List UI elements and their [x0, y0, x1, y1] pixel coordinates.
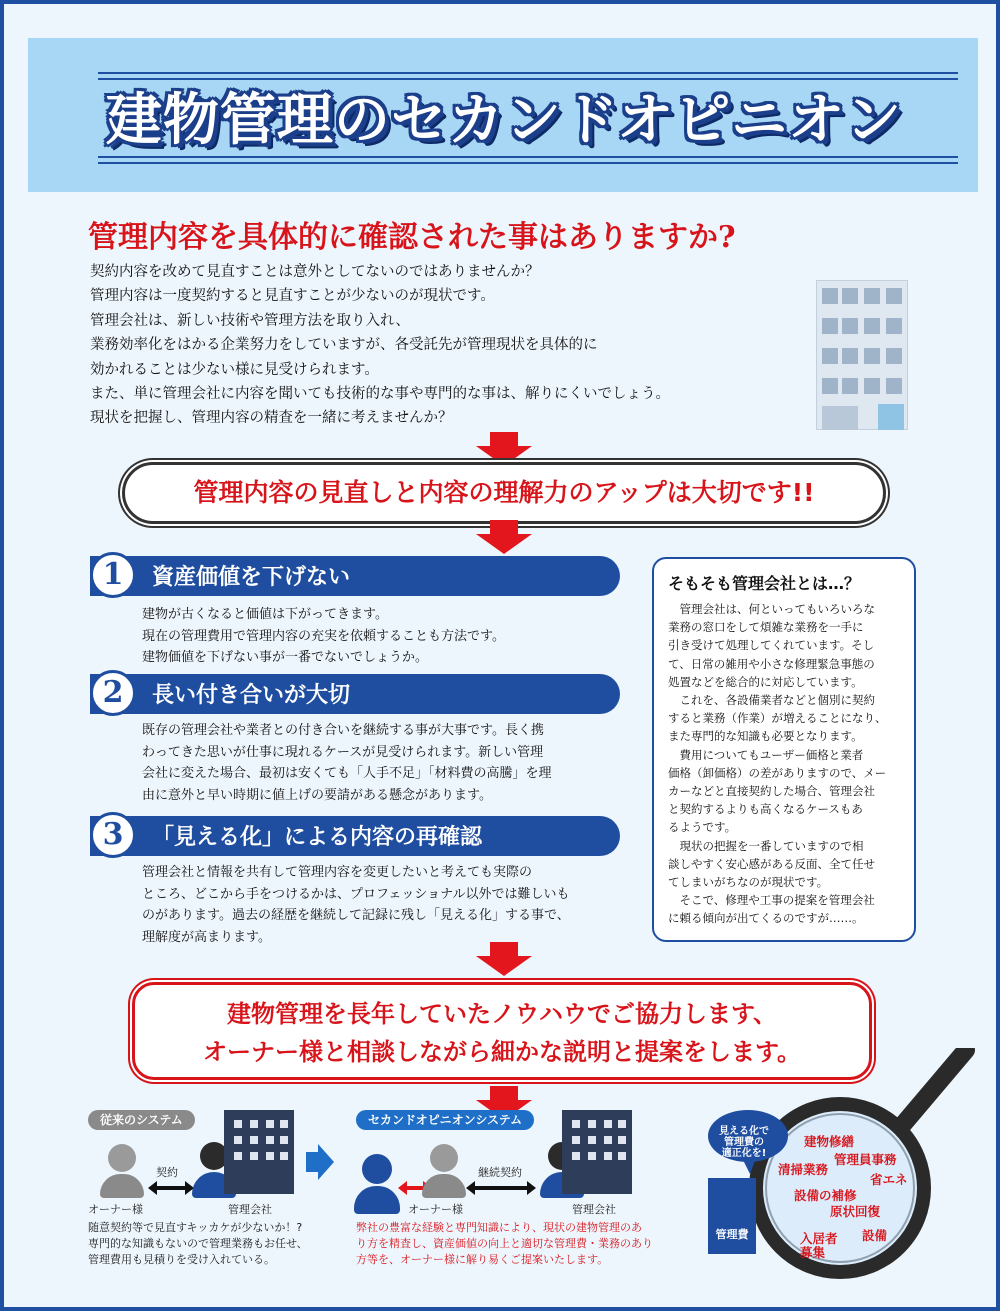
- intro-line: 契約内容を改めて見直すことは意外としてないのではありませんか？: [90, 264, 540, 280]
- company-label: 管理会社: [228, 1203, 272, 1216]
- lens-word: 原状回復: [830, 1204, 881, 1219]
- banner-line: [98, 162, 958, 164]
- lens-word: 建物修繕: [804, 1134, 855, 1149]
- point-line: 建物価値を下げない事が一番でないでしょうか。: [142, 650, 429, 665]
- bubble-line: 管理費の: [724, 1137, 764, 1148]
- lens-word: 省エネ: [870, 1172, 908, 1187]
- sidebar-line: また専門的な知識も必要となります。: [668, 729, 863, 744]
- contract-label: 継続契約: [478, 1166, 522, 1179]
- point-line: 管理会社と情報を共有して管理内容を変更したいと考えても実際の: [142, 865, 533, 880]
- sidebar-line: カーなどと直接契約した場合、管理会社: [668, 784, 875, 799]
- note-line: り方を精査し、資産価値の向上と適切な管理費・業務のあり: [356, 1237, 653, 1250]
- point-3-body: [142, 862, 642, 948]
- point-title: 「見える化」による内容の再確認: [152, 824, 483, 850]
- question-heading: 管理内容を具体的に確認された事はありますか?: [88, 220, 736, 255]
- offer-line: オーナー様と相談しながら細かな説明と提案をします。: [202, 1038, 802, 1066]
- banner-line: [98, 156, 958, 158]
- contract-arrow-icon: [474, 1186, 528, 1190]
- note-line: 随意契約等で見直すキッカケが少ないか！?: [88, 1221, 303, 1234]
- point-1-header: [90, 556, 620, 596]
- intro-line: 現状を把握し、管理内容の精査を一緒に考えませんか？: [90, 410, 453, 427]
- new-system-notes: [356, 1220, 653, 1268]
- owner-body-icon: [422, 1174, 466, 1198]
- contract-label: 契約: [156, 1166, 178, 1179]
- point-line: 建物が古くなると価値は下がってきます。: [142, 607, 388, 622]
- point-title: 資産価値を下げない: [152, 564, 351, 590]
- point-line: 会社に変えた場合、最初は安くても「人手不足」「材料費の高騰」を理: [142, 766, 552, 781]
- lens-word: 入居者募集: [800, 1231, 838, 1260]
- sidebar-line: すると業務（作業）が増えることになり、: [668, 711, 887, 726]
- down-arrow-icon: [476, 956, 532, 976]
- owner-label: オーナー様: [88, 1203, 143, 1216]
- sidebar-line: 処置などを総合的に対応しています。: [668, 674, 863, 689]
- key-message-callout: 管理内容の見直しと内容の理解力のアップは大切です!!: [122, 462, 886, 524]
- point-line: わってきた思いが仕事に現れるケースが見受けられます。新しい管理: [142, 744, 544, 760]
- owner-icon: [108, 1144, 136, 1172]
- intro-line: 業務効率化をはかる企業努力をしていますが、各受託先が管理現状を具体的に: [90, 337, 598, 354]
- sidebar-line: 管理会社は、何といってもいろいろな: [668, 602, 875, 616]
- point-number: 1: [90, 552, 136, 598]
- bubble-line: 見える化で: [719, 1126, 769, 1137]
- banner-line: [98, 72, 958, 74]
- note-line: 方等を、オーナー様に解り易くご提案いたします。: [356, 1253, 609, 1266]
- old-system-notes: [88, 1220, 308, 1268]
- point-number: 3: [90, 812, 136, 858]
- building-icon: [816, 280, 908, 430]
- owner-body-icon: [100, 1174, 144, 1198]
- advice-arrow-icon: [406, 1186, 424, 1190]
- management-fee-box: 管理費: [715, 1228, 749, 1241]
- sidebar-line: これを、各設備業者などと個別に契約: [668, 693, 875, 708]
- company-label: 管理会社: [572, 1203, 616, 1216]
- contract-arrow-icon: [156, 1186, 186, 1190]
- sidebar-line: 談しやすく安心感がある反面、全て任せ: [668, 856, 875, 871]
- office-building-icon: [562, 1110, 632, 1194]
- point-line: 理解度が高まります。: [142, 929, 271, 945]
- point-3-header: [90, 816, 620, 856]
- note-line: 弊社の豊富な経験と専門知識により、現状の建物管理のあ: [356, 1221, 642, 1234]
- sidebar-title: そもそも管理会社とは…？: [668, 574, 861, 593]
- sidebar-line: 価格（卸価格）の差がありますので、メー: [668, 765, 887, 780]
- lens-word: 設備の補修: [794, 1188, 857, 1203]
- old-system-label: 従来のシステム: [88, 1110, 195, 1130]
- owner-icon: [430, 1144, 458, 1172]
- owner-label: オーナー様: [408, 1203, 463, 1216]
- point-line: ところ、どこから手をつけるかは、プロフェッショナル以外では難しいも: [142, 886, 570, 902]
- page-title: 建物管理のセカンドオピニオン: [105, 88, 903, 153]
- point-2-body: [142, 720, 642, 806]
- sidebar-line: に頼る傾向が出てくるのですが……。: [668, 911, 864, 926]
- point-line: のがあります。過去の経歴を継続して記録に残し「見える化」する事で、: [142, 908, 570, 923]
- bubble-line: 適正化を!: [721, 1148, 767, 1159]
- note-line: 管理費用も見積りを受け入れている。: [88, 1253, 275, 1266]
- point-1-body: [142, 604, 642, 669]
- intro-line: また、単に管理会社に内容を聞いても技術的な事や専門的な事は、解りにくいでしょう。: [90, 386, 670, 403]
- right-arrow-icon: [306, 1144, 334, 1180]
- lens-word: 設備: [862, 1228, 888, 1243]
- sidebar-line: 現状の把握を一番していますので相: [668, 838, 864, 853]
- consultant-icon: [362, 1154, 392, 1184]
- sidebar-line: 費用についてもユーザー価格と業者: [668, 747, 864, 762]
- down-arrow-icon: [476, 534, 532, 554]
- sidebar-line: るようです。: [668, 820, 737, 835]
- consultant-body-icon: [354, 1186, 400, 1214]
- sidebar-line: そこで、修理や工事の提案を管理会社: [668, 893, 875, 908]
- sidebar-line: て、日常の雑用や小さな修理緊急事態の: [668, 656, 875, 671]
- point-number: 2: [90, 670, 136, 716]
- office-building-icon: [224, 1110, 294, 1194]
- intro-line: 管理内容は一度契約すると見直すことが少ないのが現状です。: [90, 288, 495, 305]
- lens-word: 清掃業務: [778, 1162, 829, 1177]
- note-line: 専門的な知識もないので管理業務もお任せ、: [88, 1237, 308, 1250]
- point-title: 長い付き合いが大切: [152, 682, 351, 708]
- offer-line: 建物管理を長年していたノウハウでご協力します、: [226, 1000, 778, 1028]
- visualize-bubble: [708, 1126, 780, 1159]
- lens-word: 管理員事務: [834, 1152, 897, 1167]
- sidebar-line: てしまいがちなのが現状です。: [668, 875, 829, 890]
- management-company-sidebar: [652, 557, 916, 942]
- point-2-header: [90, 674, 620, 714]
- sidebar-line: 業務の窓口をして煩雑な業務を一手に: [668, 620, 864, 635]
- intro-text: [90, 260, 790, 431]
- point-line: 現在の管理費用で管理内容の充実を依頼することも方法です。: [142, 628, 505, 644]
- sidebar-line: と契約するよりも高くなるケースもあ: [668, 802, 863, 817]
- intro-line: 効かれることは少ない様に見受けられます。: [90, 361, 379, 378]
- point-line: 由に意外と早い時期に値上げの要請がある懸念があります。: [142, 787, 492, 803]
- new-system-label: セカンドオピニオンシステム: [356, 1110, 534, 1130]
- magnifying-glass-icon: [700, 1048, 990, 1308]
- point-line: 既存の管理会社や業者との付き合いを継続する事が大事です。長く携: [142, 723, 544, 738]
- sidebar-line: 引き受けて処理してくれています。そし: [668, 638, 875, 653]
- intro-line: 管理会社は、新しい技術や管理方法を取り入れ、: [90, 312, 410, 329]
